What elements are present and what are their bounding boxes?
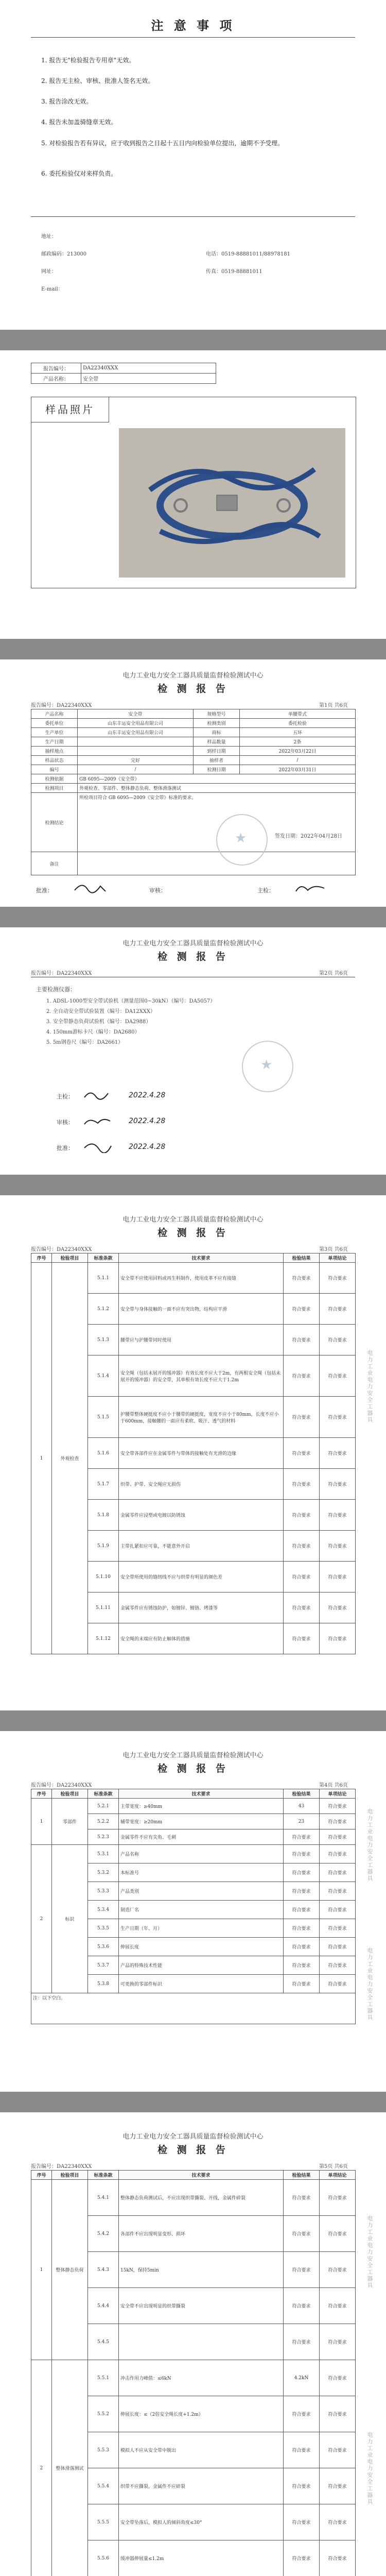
center-name: 电力工业电力安全工器具质量监督检验测试中心 — [122, 1752, 264, 1759]
sig-approve-label: 批准： — [36, 887, 53, 894]
email-label: E-mail： — [41, 286, 63, 292]
col-header: 单项结论 — [320, 2171, 356, 2180]
cell: 产品名称 — [31, 709, 78, 719]
cell: 符合要求 — [284, 1975, 320, 1993]
page-no: 第3页 共6页 — [319, 1247, 348, 1252]
report-no: 报告编号：DA22340XXX — [31, 2164, 92, 2170]
cell: 符合要求 — [320, 2432, 356, 2468]
cell — [119, 2324, 284, 2360]
cell: 5.3.7 — [88, 1956, 119, 1975]
photo-page — [0, 350, 386, 639]
cell: 5.5.3 — [88, 2432, 119, 2468]
results-page-4 — [0, 1731, 386, 2092]
fax-label: 传真： — [206, 269, 221, 275]
cell: 23 — [284, 1814, 320, 1829]
cell: 可更换的零部件标识 — [119, 1975, 284, 1993]
cell: 符合要求 — [320, 1799, 356, 1814]
col-header: 单项结论 — [320, 1789, 356, 1799]
cell: 符合要求 — [284, 1397, 320, 1438]
cell: 符合要求 — [284, 1863, 320, 1882]
instruments-page — [0, 927, 386, 1175]
cell: 规格型号 — [194, 709, 240, 719]
cell: 安全绳（包括未展开的缓冲器）有效长度不应大于2m，有两根安全绳（包括未展开的缓冲器）的安全带，其单根有效长度不应大于1.2m — [119, 1355, 284, 1397]
cell: 符合要求 — [320, 1863, 356, 1882]
side-mark: 电力工业电力安全工器具 — [366, 2432, 373, 2505]
cell: 主带扎紧扣应可靠，不能意外开启 — [119, 1531, 284, 1562]
cell: 检测结论 — [31, 793, 78, 852]
cell: 本标准号 — [119, 1863, 284, 1882]
cell: 符合要求 — [320, 1901, 356, 1919]
col-header: 单项结论 — [320, 1253, 356, 1263]
photo-section-title: 样品照片 — [31, 397, 109, 422]
product-label: 产品名称： — [31, 374, 81, 384]
cell: 整体静态负荷测试后，不应出现织带撕裂、开线，金属件碎裂 — [119, 2180, 284, 2216]
results-page-3 — [0, 1195, 386, 1710]
cell: 5.2.3 — [88, 1829, 119, 1845]
cell: 符合要求 — [284, 2252, 320, 2288]
cell — [78, 737, 194, 747]
sig-main-label: 主检： — [57, 1093, 74, 1100]
cell: 产品类别 — [119, 1882, 284, 1901]
signature-icon — [293, 880, 329, 895]
instrument-item: 3. 安全带静态负荷试验机（编号：DA2988） — [46, 1019, 151, 1025]
report-no: 报告编号：DA22340XXX — [31, 1247, 92, 1252]
page-no: 第2页 共6页 — [319, 971, 348, 976]
col-header: 技术要求 — [119, 1789, 284, 1799]
cell: 符合要求 — [284, 1919, 320, 1938]
cell: 5.4.4 — [88, 2288, 119, 2324]
results-table — [31, 1253, 356, 1654]
cell: 5.3.6 — [88, 1938, 119, 1956]
instrument-item: 1. ADSL-1000型安全带试验机（测量范围0~30kN）（编号：DA5057） — [46, 998, 216, 1004]
cell: 符合要求 — [320, 1397, 356, 1438]
instrument-item: 5. 5m钢卷尺（编号：DA2661） — [46, 1040, 124, 1045]
center-name: 电力工业电力安全工器具质量监督检验测试中心 — [122, 2133, 264, 2141]
cell: 符合要求 — [284, 1325, 320, 1355]
cell: 安全带各部件应在金属零件与带体的接触处有光滑的边缘 — [119, 1438, 284, 1469]
cell: 2022年03月22日 — [240, 747, 356, 756]
report-no: 报告编号：DA22340XXX — [31, 1783, 92, 1788]
cell: 织带、护带、安全绳应无损伤 — [119, 1469, 284, 1500]
cell: 符合要求 — [320, 2252, 356, 2288]
cell: 安全绳的末端应有防止解体的措施 — [119, 1623, 284, 1654]
col-header: 序号 — [31, 1789, 52, 1799]
cell: 主带宽度：≥40mm — [119, 1799, 284, 1814]
group-no: 2 — [31, 1845, 52, 1993]
cell: 符合要求 — [284, 2288, 320, 2324]
center-name: 电力工业电力安全工器具质量监督检验测试中心 — [122, 1216, 264, 1224]
center-name: 电力工业电力安全工器具质量监督检验测试中心 — [122, 672, 264, 680]
cell: 金属零件不应有尖角、毛刺 — [119, 1829, 284, 1845]
cell: 符合要求 — [284, 2324, 320, 2360]
cell: 5.3.5 — [88, 1919, 119, 1938]
cell: 冲击作用力峰值：≤6kN — [119, 2360, 284, 2396]
cell: 符合要求 — [320, 1975, 356, 1993]
cell: 5.4.5 — [88, 2324, 119, 2360]
cell: 金属零件应有锈蚀防护，如镀锌、镀铬、烤漆等 — [119, 1592, 284, 1623]
cell: 符合要求 — [284, 1623, 320, 1654]
cell: 安全带不应使用回料或再生料制作，使用皮革不应有接缝 — [119, 1263, 284, 1294]
cell: 符合要求 — [320, 1294, 356, 1325]
report-no-value: DA22340XXX — [81, 363, 216, 374]
cell: 5.3.2 — [88, 1863, 119, 1882]
instrument-item: 4. 150mm游标卡尺（编号：DA2680） — [46, 1029, 140, 1035]
cell: 五环 — [240, 728, 356, 737]
group-item: 零部件 — [52, 1799, 88, 1845]
cell: 符合要求 — [284, 2180, 320, 2216]
cell: 符合要求 — [320, 1469, 356, 1500]
cell: 符合要求 — [320, 1814, 356, 1829]
sig-date: 2022.4.28 — [129, 1117, 166, 1125]
cell: 5.1.8 — [88, 1500, 119, 1531]
notice-item: 2. 报告无主检、审核、批准人签名无效。 — [41, 77, 154, 84]
cell: 符合要求 — [320, 2324, 356, 2360]
cell: 符合要求 — [320, 1919, 356, 1938]
web-label: 网址： — [41, 269, 57, 275]
cell: 5.1.4 — [88, 1355, 119, 1397]
cell: / — [78, 765, 194, 774]
cell: 符合要求 — [284, 1938, 320, 1956]
col-header: 检验结果 — [284, 2171, 320, 2180]
cell: 商标 — [194, 728, 240, 737]
col-header: 检验项目 — [52, 2171, 88, 2180]
cell: 5.1.6 — [88, 1438, 119, 1469]
cell: 符合要求 — [284, 1592, 320, 1623]
cell: 完好 — [78, 756, 194, 765]
cell: 符合要求 — [284, 1263, 320, 1294]
sig-date: 2022.4.28 — [129, 1091, 166, 1099]
cell: 15kN，保持5min — [119, 2252, 284, 2288]
side-mark: 电力工业电力安全工器具 — [366, 1947, 373, 2021]
cell: 5.5.5 — [88, 2504, 119, 2540]
cell: 符合要求 — [320, 1438, 356, 1469]
cell: 安全带不应出现明显的织带撕裂 — [119, 2288, 284, 2324]
cell: 符合要求 — [284, 1956, 320, 1975]
page-no: 第1页 共6页 — [319, 703, 348, 708]
report-title: 检 测 报 告 — [157, 2144, 229, 2156]
cell: 5.5.2 — [88, 2396, 119, 2432]
cell: 伸展长度：≤（2倍安全绳长度+1.2m） — [119, 2396, 284, 2432]
cell: 符合要求 — [320, 1325, 356, 1355]
cell: 5.5.1 — [88, 2360, 119, 2396]
cell: 腰带应与护腰带同时使用 — [119, 1325, 284, 1355]
signature-icon — [82, 1140, 113, 1153]
col-header: 标准条款 — [88, 1789, 119, 1799]
cell: 安全带与身体接触的一面不应有突出物，结构应平滑 — [119, 1294, 284, 1325]
group-item: 整体静态负荷 — [52, 2180, 88, 2360]
page-no: 第5页 共6页 — [319, 2164, 348, 2170]
side-mark: 电力工业电力安全工器具 — [366, 2215, 373, 2289]
sig-approve-label: 批准： — [57, 1145, 74, 1151]
cell: 符合要求 — [320, 2216, 356, 2252]
cell: 各部件不应出现明显变形、损坏 — [119, 2216, 284, 2252]
cell: 检测项目 — [31, 784, 78, 793]
cell — [78, 747, 194, 756]
col-header: 序号 — [31, 2171, 52, 2180]
cell: 符合要求 — [284, 2396, 320, 2432]
report-title: 检 测 报 告 — [157, 683, 229, 694]
cell: 符合要求 — [284, 2540, 320, 2576]
cell: 符合要求 — [284, 1500, 320, 1531]
cell: 5.3.3 — [88, 1882, 119, 1901]
col-header: 标准条款 — [88, 1253, 119, 1263]
cell: 符合要求 — [284, 2432, 320, 2468]
cell: 5.5.4 — [88, 2468, 119, 2504]
col-header: 序号 — [31, 1253, 52, 1263]
cell: 缓冲器伸展量≤1.2m — [119, 2540, 284, 2576]
cell: 5.2.1 — [88, 1799, 119, 1814]
notice-item: 6. 委托检验仅对来样负责。 — [41, 170, 117, 177]
cell: 符合要求 — [320, 2468, 356, 2504]
cell: 安全带所使用的缝纫线不应与织带有明显的颜色差 — [119, 1562, 284, 1592]
cell: 符合要求 — [284, 1438, 320, 1469]
cell: 符合要求 — [320, 1531, 356, 1562]
cell: 符合要求 — [320, 1956, 356, 1975]
cell: 符合要求 — [284, 1901, 320, 1919]
notice-item: 4. 报告未加盖骑缝章无效。 — [41, 118, 117, 126]
cell: 符合要求 — [284, 1294, 320, 1325]
cell: 5.1.2 — [88, 1294, 119, 1325]
side-mark: 电力工业电力安全工器具 — [366, 1350, 373, 1423]
cell: 伸展长度 — [119, 1938, 284, 1956]
signature-icon — [72, 880, 108, 895]
cell: 到样日期 — [194, 747, 240, 756]
report-no-label: 报告编号： — [31, 363, 81, 374]
group-no: 1 — [31, 1263, 52, 1654]
report-no: 报告编号：DA22340XXX — [31, 703, 92, 708]
harness-photo-icon — [119, 428, 345, 578]
cover-table — [31, 709, 356, 875]
page-no: 第4页 共6页 — [319, 1783, 348, 1788]
cell: 符合要求 — [284, 1531, 320, 1562]
cell: 符合要求 — [284, 1829, 320, 1845]
col-header: 检验项目 — [52, 1789, 88, 1799]
cell: 检测依据 — [31, 774, 78, 784]
group-no: 2 — [31, 2360, 52, 2576]
product-value: 安全带 — [81, 374, 216, 384]
cell: 符合要求 — [320, 2288, 356, 2324]
cell: 2022年03月31日 — [240, 765, 356, 774]
cell: 5.4.2 — [88, 2216, 119, 2252]
cell: 5.2.2 — [88, 1814, 119, 1829]
center-name: 电力工业电力安全工器具质量监督检验测试中心 — [122, 940, 264, 947]
cell: 符合要求 — [320, 1623, 356, 1654]
cell: 符合要求 — [320, 2180, 356, 2216]
col-header: 检验结果 — [284, 1789, 320, 1799]
sample-photo — [119, 428, 345, 578]
cell: 样品状态 — [31, 756, 78, 765]
cell: 山东丰运安全用品有限公司 — [78, 728, 194, 737]
results-page-5 — [0, 2112, 386, 2576]
notice-item: 5. 对检验报告若有异议，应于收到报告之日起十五日内向检验单位提出，逾期不予受理。 — [41, 140, 284, 147]
report-title: 检 测 报 告 — [157, 1763, 229, 1774]
cell: 5.1.12 — [88, 1623, 119, 1654]
fax-value: 0519-88881011 — [221, 269, 262, 275]
cell: GB 6095—2009《安全带》 — [78, 774, 356, 784]
cell: 5.5.6 — [88, 2540, 119, 2576]
cell: 山东丰运安全用品有限公司 — [78, 719, 194, 728]
cell: 检测日期 — [194, 765, 240, 774]
instruments-heading: 主要检测仪器： — [36, 986, 76, 993]
cell: 5.1.5 — [88, 1397, 119, 1438]
notice-page — [0, 0, 386, 330]
group-no: 1 — [31, 1799, 52, 1845]
phone-label: 电话： — [206, 251, 221, 257]
cell: 符合要求 — [320, 1355, 356, 1397]
cell: / — [240, 756, 356, 765]
cell: 生产日期（年、月） — [119, 1919, 284, 1938]
cover-page — [0, 659, 386, 907]
phone-value: 0519-88881011/88978181 — [221, 251, 290, 257]
col-header: 技术要求 — [119, 1253, 284, 1263]
cell: 43 — [284, 1799, 320, 1814]
cell: 符合要求 — [284, 1562, 320, 1592]
seal-stamp — [216, 814, 268, 866]
cell: 符合要求 — [284, 2216, 320, 2252]
report-title: 检 测 报 告 — [157, 951, 229, 962]
report-no: 报告编号：DA22340XXX — [31, 971, 92, 976]
sig-review-label: 审核： — [149, 887, 166, 894]
cell: 符合要求 — [320, 1845, 356, 1863]
cell: 委托检验 — [240, 719, 356, 728]
signature-icon — [82, 1088, 113, 1101]
cell: 产品的特殊技术性能 — [119, 1956, 284, 1975]
cell: 编号 — [31, 765, 78, 774]
col-header: 检验结果 — [284, 1253, 320, 1263]
postcode-value: 213000 — [67, 251, 87, 257]
cell: 5.1.3 — [88, 1325, 119, 1355]
cell: 生产日期 — [31, 737, 78, 747]
cell: 符合要求 — [320, 2396, 356, 2432]
cell: 金属零件应浸塑或电镀以防锈蚀 — [119, 1500, 284, 1531]
seal-stamp — [242, 1041, 293, 1092]
cell: 符合要求 — [284, 2504, 320, 2540]
cell: 5.1.10 — [88, 1562, 119, 1592]
cell: 5.1.9 — [88, 1531, 119, 1562]
notice-title: 注 意 事 项 — [151, 18, 235, 33]
cell: 5.3.8 — [88, 1975, 119, 1993]
cell: 单腰带式 — [240, 709, 356, 719]
group-item: 标识 — [52, 1845, 88, 1993]
cell: 5.1.7 — [88, 1469, 119, 1500]
address-label: 地址： — [41, 234, 57, 240]
group-no: 1 — [31, 2180, 52, 2360]
sig-main-label: 主检： — [257, 887, 274, 894]
cell: 辅带宽度：≥20mm — [119, 1814, 284, 1829]
cell: 护腰带整体硬挺度不应小于腰带的硬挺度，宽度不应小于80mm，长度不应小于600mm，接触腰的一面应有柔软、吸汗、透气的材料 — [119, 1397, 284, 1438]
results-table — [31, 1789, 356, 2024]
cell: 符合要求 — [320, 1562, 356, 1592]
notice-item: 1. 报告无"检验报告专用章"无效。 — [41, 57, 135, 64]
cell: 符合要求 — [320, 1829, 356, 1845]
cell: 织带不应撕裂，金属件不应碎裂 — [119, 2468, 284, 2504]
side-mark: 电力工业电力安全工器具 — [366, 1808, 373, 1882]
cell: 5.4.3 — [88, 2252, 119, 2288]
cell: 符合要求 — [284, 1882, 320, 1901]
cell: 5.3.4 — [88, 1901, 119, 1919]
signature-icon — [82, 1114, 113, 1127]
cell: 符合要求 — [320, 1882, 356, 1901]
cell: 安全带坠落后，模拟人的倾斜角度≤30° — [119, 2504, 284, 2540]
col-header: 检验项目 — [52, 1253, 88, 1263]
cell: 模拟人不应从安全带中脱出 — [119, 2432, 284, 2468]
cell: 产品名称 — [119, 1845, 284, 1863]
postcode-label: 邮政编码： — [41, 251, 67, 257]
cell: 委托单位 — [31, 719, 78, 728]
cell: 安全带 — [78, 709, 194, 719]
cell: 样品数量 — [194, 737, 240, 747]
cell: 5.4.1 — [88, 2180, 119, 2216]
photo-section — [31, 397, 356, 588]
cell: 符合要求 — [320, 2360, 356, 2396]
cell: 制造厂名 — [119, 1901, 284, 1919]
cell: 符合要求 — [320, 1500, 356, 1531]
report-title: 检 测 报 告 — [157, 1227, 229, 1239]
notice-item: 3. 报告涂改无效。 — [41, 98, 93, 105]
sig-review-label: 审核： — [57, 1119, 74, 1126]
conclusion-text: 所检项目符合 GB 6095—2009《安全带》标准的要求。 — [79, 795, 197, 801]
cell: 外观检查、零部件、整体静态负荷、整体滑落测试 — [78, 784, 356, 793]
results-table — [31, 2170, 356, 2576]
cell: 符合要求 — [284, 1469, 320, 1500]
instrument-item: 2. 全自动安全带试验装置（编号：DA12XXX） — [46, 1009, 156, 1014]
cell: 抽样地点 — [31, 747, 78, 756]
cell: 5.3.1 — [88, 1845, 119, 1863]
cell: 检测类别 — [194, 719, 240, 728]
cell: 符合要求 — [320, 2504, 356, 2540]
cell: 符合要求 — [284, 1355, 320, 1397]
cell: 符合要求 — [284, 2468, 320, 2504]
group-item: 整体滑落测试 — [52, 2360, 88, 2576]
cell: 符合要求 — [320, 1592, 356, 1623]
group-item: 外观检查 — [52, 1263, 88, 1654]
cell: 符合要求 — [320, 2540, 356, 2576]
cell: 抽样者 — [194, 756, 240, 765]
cell: 4.2kN — [284, 2360, 320, 2396]
cell: 5.1.1 — [88, 1263, 119, 1294]
cell: 5.1.11 — [88, 1592, 119, 1623]
cell: 符合要求 — [320, 1938, 356, 1956]
cell: 2条 — [240, 737, 356, 747]
cell: 生产单位 — [31, 728, 78, 737]
sig-date: 2022.4.28 — [129, 1143, 166, 1151]
cell: 符合要求 — [284, 1845, 320, 1863]
col-header: 技术要求 — [119, 2171, 284, 2180]
remark-cell — [78, 852, 356, 875]
cell: 备注 — [31, 852, 78, 875]
cell: 符合要求 — [320, 1263, 356, 1294]
col-header: 标准条款 — [88, 2171, 119, 2180]
issue-date: 签发日期：2022年04月28日 — [275, 834, 342, 839]
table-note: 注：以下空白。 — [31, 1993, 356, 2024]
